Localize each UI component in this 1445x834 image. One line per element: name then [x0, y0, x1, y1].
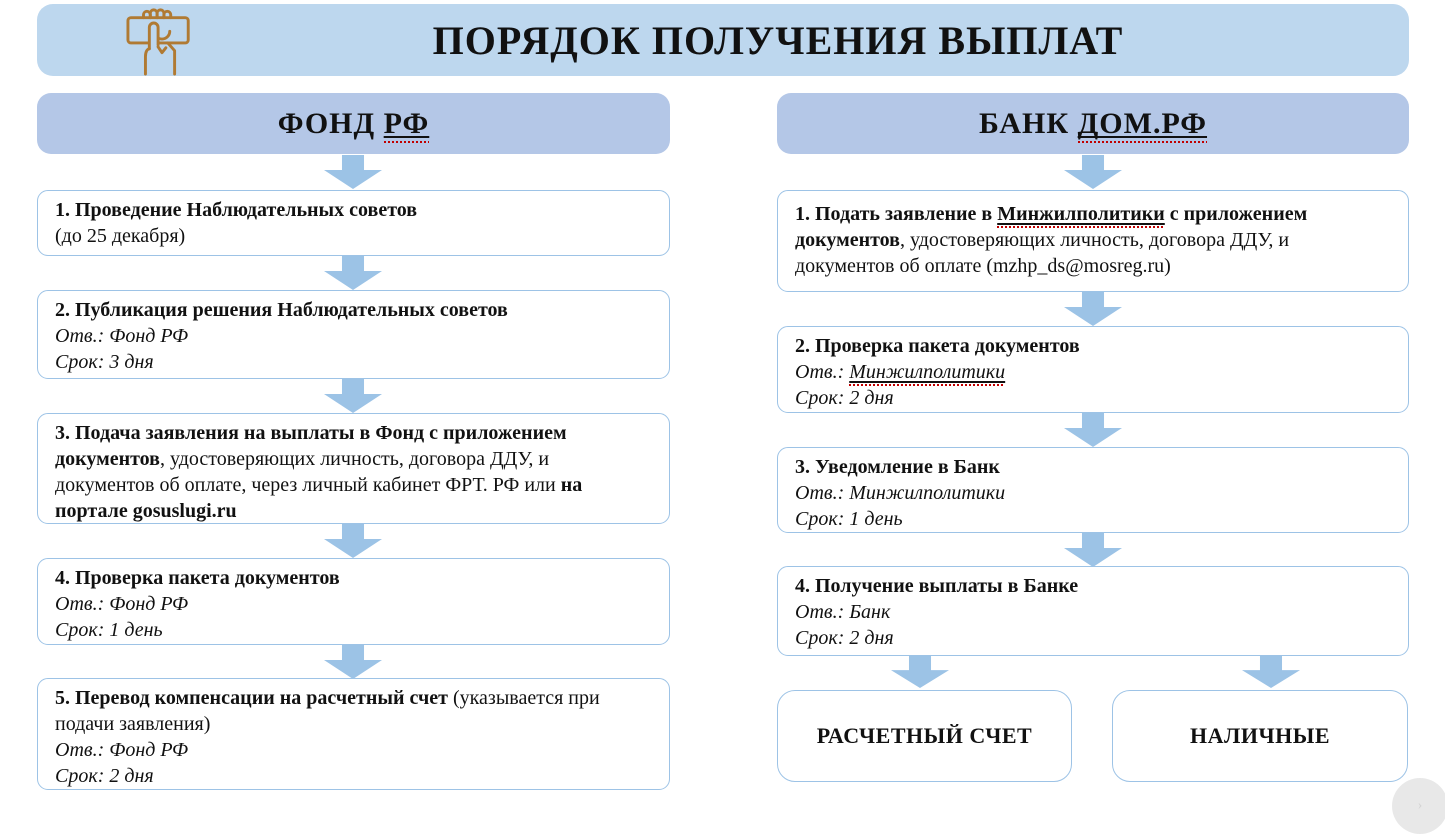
down-arrow [1064, 155, 1122, 189]
bank-step-2-box: 2. Проверка пакета документов Отв.: Минжилполитики Срок: 2 дня [777, 326, 1409, 413]
down-arrow [324, 524, 382, 558]
bank-step-1-box: 1. Подать заявление в Минжилполитики с приложением документов, удостоверяющих личность, договора ДДУ, и документов об оплате (mzhp_ds@mosreg.ru) [777, 190, 1409, 292]
down-arrow [891, 656, 949, 688]
fund-step-3-box: 3. Подача заявления на выплаты в Фонд с приложением документов, удостоверяющих личность, договора ДДУ, и документов об оплате, через личный кабинет ФРТ. РФ или на портале gosuslugi.ru [37, 413, 670, 524]
down-arrow [324, 379, 382, 413]
cash-in-hand-icon [119, 6, 203, 76]
bank-step-4-box: 4. Получение выплаты в Банке Отв.: Банк Срок: 2 дня [777, 566, 1409, 656]
slide-nav-arrow-icon: › [1417, 798, 1423, 813]
outcome-cash-label: НАЛИЧНЫЕ [1189, 723, 1331, 748]
outcome-settlement-account-label: РАСЧЕТНЫЙ СЧЕТ [816, 723, 1033, 748]
fund-step-2-box: 2. Публикация решения Наблюдательных советов Отв.: Фонд РФ Срок: 3 дня [37, 290, 670, 379]
outcome-settlement-account-box [777, 690, 1072, 782]
fund-step-5-box: 5. Перевод компенсации на расчетный счет (указывается при подачи заявления) Отв.: Фонд РФ Срок: 2 дня [37, 678, 670, 790]
page-title: ПОРЯДОК ПОЛУЧЕНИЯ ВЫПЛАТ [432, 17, 1124, 63]
fund-column-header-label: ФОНД РФ [278, 107, 430, 141]
down-arrow [1064, 292, 1122, 326]
fund-column-header [37, 93, 670, 154]
down-arrow [1064, 533, 1122, 567]
bank-column-header [777, 93, 1409, 154]
outcome-cash-box [1112, 690, 1408, 782]
slide-nav-button[interactable] [1392, 778, 1445, 834]
bank-column-header-label: БАНК ДОМ.РФ [979, 107, 1207, 141]
down-arrow [324, 256, 382, 290]
down-arrow [1242, 656, 1300, 688]
bank-step-3-box: 3. Уведомление в Банк Отв.: Минжилполитики Срок: 1 день [777, 447, 1409, 533]
down-arrow [324, 155, 382, 189]
fund-step-1-box: 1. Проведение Наблюдательных советов (до 25 декабря) [37, 190, 670, 256]
down-arrow [1064, 413, 1122, 447]
down-arrow [324, 645, 382, 679]
top-title-bar [37, 4, 1409, 76]
fund-step-4-box: 4. Проверка пакета документов Отв.: Фонд РФ Срок: 1 день [37, 558, 670, 645]
